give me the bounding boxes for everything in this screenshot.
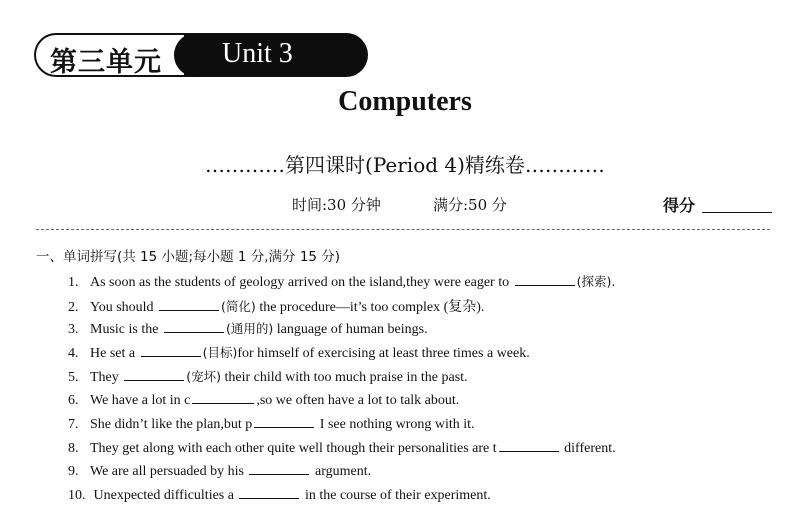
question-item <box>68 438 616 457</box>
question-text: Unexpected difficulties a <box>93 488 234 503</box>
question-text-after: different. <box>564 441 616 456</box>
question-item <box>68 296 484 316</box>
question-item <box>68 367 468 386</box>
question-hint: (目标) <box>202 345 238 360</box>
time-limit: 时间:30 分钟 <box>292 196 381 214</box>
score-blank[interactable] <box>702 212 772 213</box>
page-title: Computers <box>338 86 472 117</box>
question-text: They get along with each other quite well though their personalities are t <box>90 441 497 456</box>
answer-blank[interactable] <box>124 367 184 381</box>
question-hint: (简化) <box>221 299 256 314</box>
question-item <box>68 414 475 433</box>
question-text: You should <box>90 300 154 315</box>
answer-blank[interactable] <box>499 438 559 452</box>
question-number: 1. <box>68 275 79 290</box>
unit-cn-tab <box>34 33 184 77</box>
question-text-after: their child with too much praise in the past. <box>224 370 468 385</box>
answer-blank[interactable] <box>159 297 219 311</box>
question-number: 10. <box>68 488 86 503</box>
question-text-after: ,so we often have a lot to talk about. <box>256 393 460 408</box>
unit-en-tab <box>184 33 368 77</box>
question-number: 2. <box>68 300 79 315</box>
page-subtitle: …………第四课时(Period 4)精练卷………… <box>205 153 605 177</box>
question-number: 8. <box>68 441 79 456</box>
question-item <box>68 319 428 338</box>
answer-blank[interactable] <box>249 461 309 475</box>
question-item <box>68 390 459 409</box>
question-text-after: I see nothing wrong with it. <box>319 417 475 432</box>
full-score: 满分:50 分 <box>433 196 507 214</box>
question-number: 6. <box>68 393 79 408</box>
question-text-after: argument. <box>314 464 372 479</box>
question-text-after: for himself of exercising at least three times a week. <box>237 346 530 361</box>
question-text: She didn’t like the plan,but p <box>90 417 253 432</box>
question-text-after: in the course of their experiment. <box>304 488 491 503</box>
answer-blank[interactable] <box>164 319 224 333</box>
question-text: He set a <box>90 346 136 361</box>
dashed-divider <box>36 229 770 230</box>
unit-en-label: Unit 3 <box>222 38 293 69</box>
question-text: We have a lot in c <box>90 393 191 408</box>
answer-blank[interactable] <box>254 414 314 428</box>
question-text-after: the procedure—it’s too complex (复杂). <box>259 300 485 315</box>
section-heading: 一、单词拼写(共 15 小题;每小题 1 分,满分 15 分) <box>36 249 341 265</box>
question-item <box>68 272 615 291</box>
score-label: 得分 <box>663 196 696 215</box>
question-item <box>68 461 371 480</box>
question-text: They <box>90 370 119 385</box>
question-item <box>68 485 491 504</box>
question-text: We are all persuaded by his <box>90 464 244 479</box>
answer-blank[interactable] <box>192 390 254 404</box>
question-number: 5. <box>68 370 79 385</box>
unit-banner <box>34 33 368 79</box>
question-text: As soon as the students of geology arrived on the island,they were eager to <box>90 275 510 290</box>
answer-blank[interactable] <box>515 272 575 286</box>
question-hint: (探索). <box>576 274 616 289</box>
answer-blank[interactable] <box>239 485 299 499</box>
unit-cn-label: 第三单元 <box>50 47 162 78</box>
question-number: 7. <box>68 417 79 432</box>
answer-blank[interactable] <box>141 343 201 357</box>
question-number: 4. <box>68 346 79 361</box>
question-text: Music is the <box>90 322 159 337</box>
question-hint: (通用的) <box>225 321 274 336</box>
question-text-after: language of human beings. <box>276 322 428 337</box>
question-item <box>68 343 530 362</box>
question-number: 9. <box>68 464 79 479</box>
question-hint: (宠坏) <box>186 369 222 384</box>
question-number: 3. <box>68 322 79 337</box>
